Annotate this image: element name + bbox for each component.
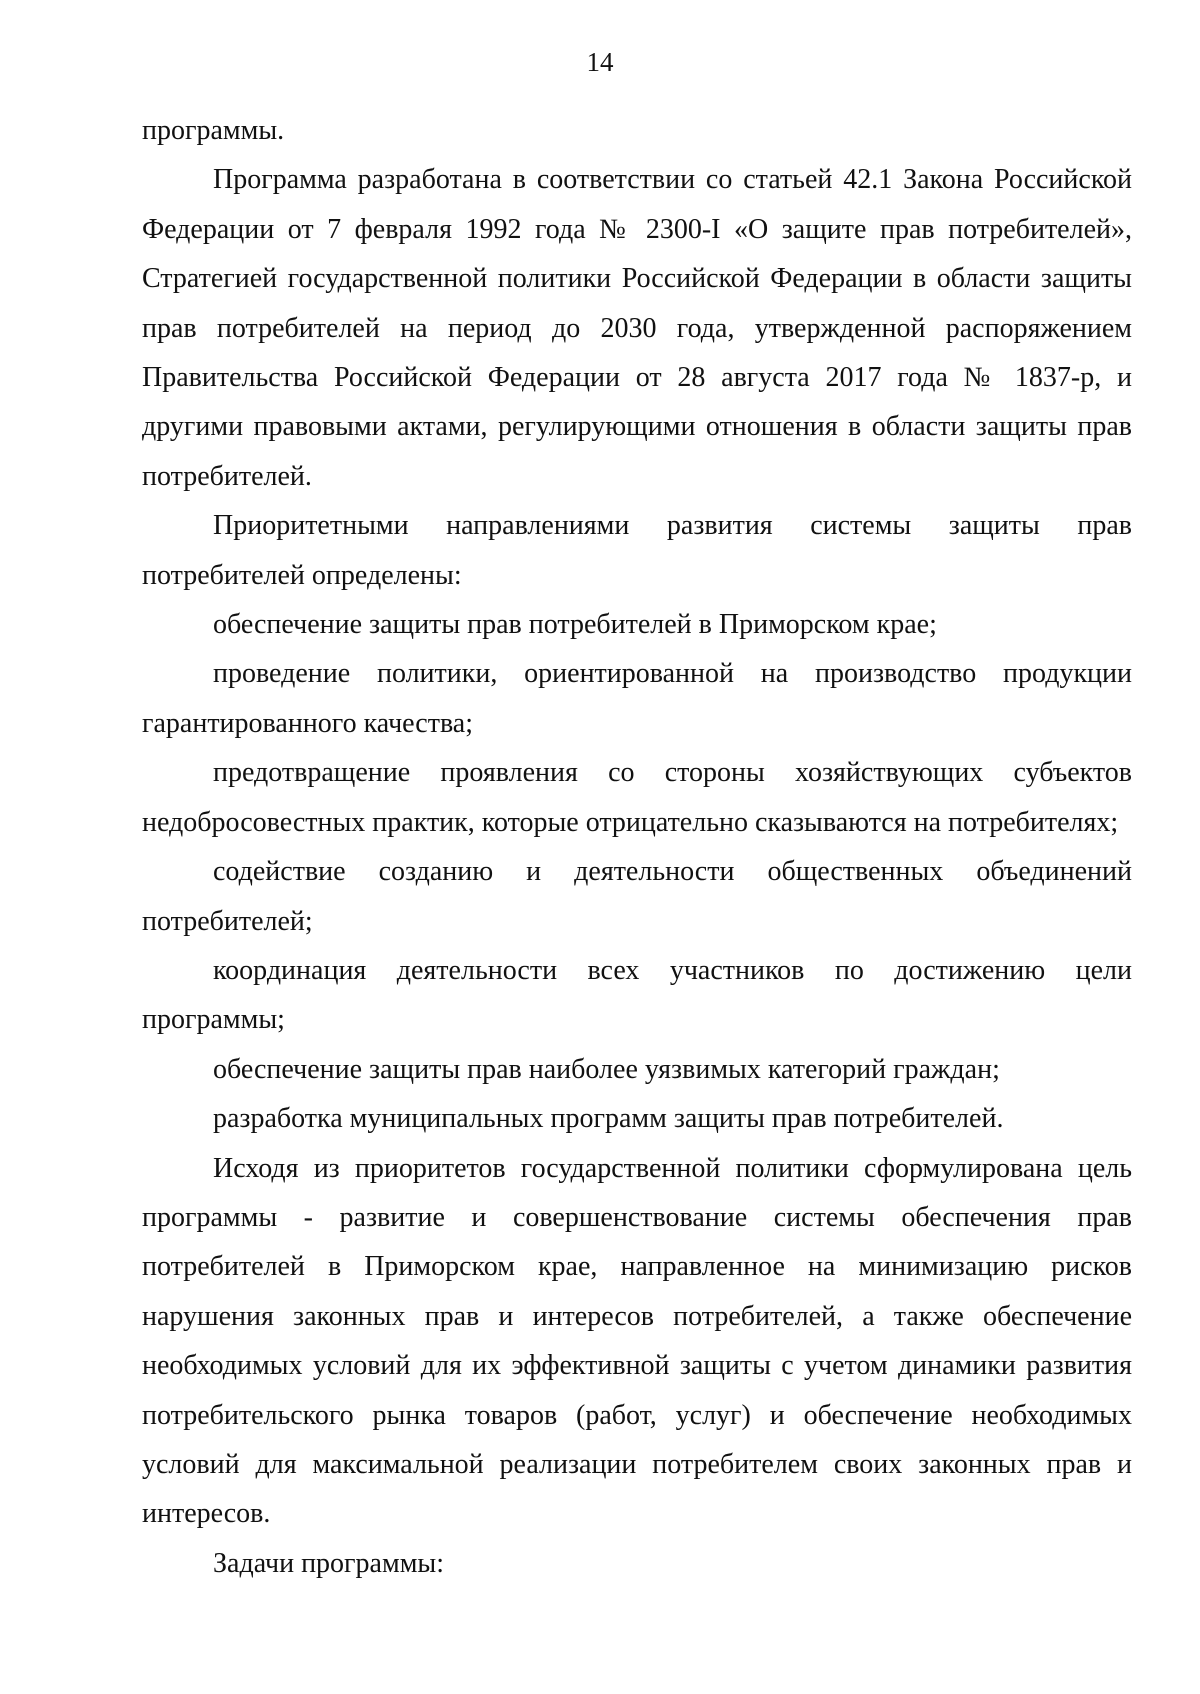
list-item-priority: обеспечение защиты прав потребителей в Приморском крае; [213, 609, 937, 641]
paragraph-continuation: программы. [142, 115, 285, 146]
paragraph-program-goal: Исходя из приоритетов государственной политики сформулирована цель программы - развитие и совершенствование системы обеспечения прав потребителей в Приморском крае, направленное на минимизацию рисков нарушения законных прав и интересов потребителей, а также обеспечение необходимых условий для их эффективной защиты с учетом динамики развития потребительского рынка товаров (работ, услуг) и обеспечение необходимых условий для максимальной реализации потребителем своих законных прав и интересов. [142, 1152, 1132, 1530]
paragraph-tasks-heading: Задачи программы: [213, 1547, 444, 1579]
paragraph-priorities-intro: Приоритетными направлениями развития системы защиты прав потребителей определены: [142, 510, 1132, 591]
list-item-priority: разработка муниципальных программ защиты прав потребителей. [213, 1103, 1004, 1135]
list-item-priority: проведение политики, ориентированной на производство продукции гарантированного качества; [142, 658, 1132, 739]
list-item-priority: обеспечение защиты прав наиболее уязвимых категорий граждан; [213, 1053, 1000, 1085]
list-item-priority: координация деятельности всех участников по достижению цели программы; [142, 954, 1132, 1036]
list-item-priority: содействие созданию и деятельности общественных объединений потребителей; [142, 856, 1132, 937]
list-item-priority: предотвращение проявления со стороны хозяйствующих субъектов недобросовестных практик, которые отрицательно сказываются на потребителях; [142, 757, 1132, 838]
document-body [142, 106, 1132, 1588]
paragraph-legal-basis: Программа разработана в соответствии со статьей 42.1 Закона Российской Федерации от 7 февраля 1992 года № 2300-I «О защите прав потребителей», Стратегией государственной политики Российской Федерации в области защиты прав потребителей на период до 2030 года, утвержденной распоряжением Правительства Российской Федерации от 28 августа 2017 года № 1837-р, и другими правовыми актами, регулирующими отношения в области защиты прав потребителей. [142, 164, 1132, 492]
page-number: 14 [586, 47, 614, 77]
